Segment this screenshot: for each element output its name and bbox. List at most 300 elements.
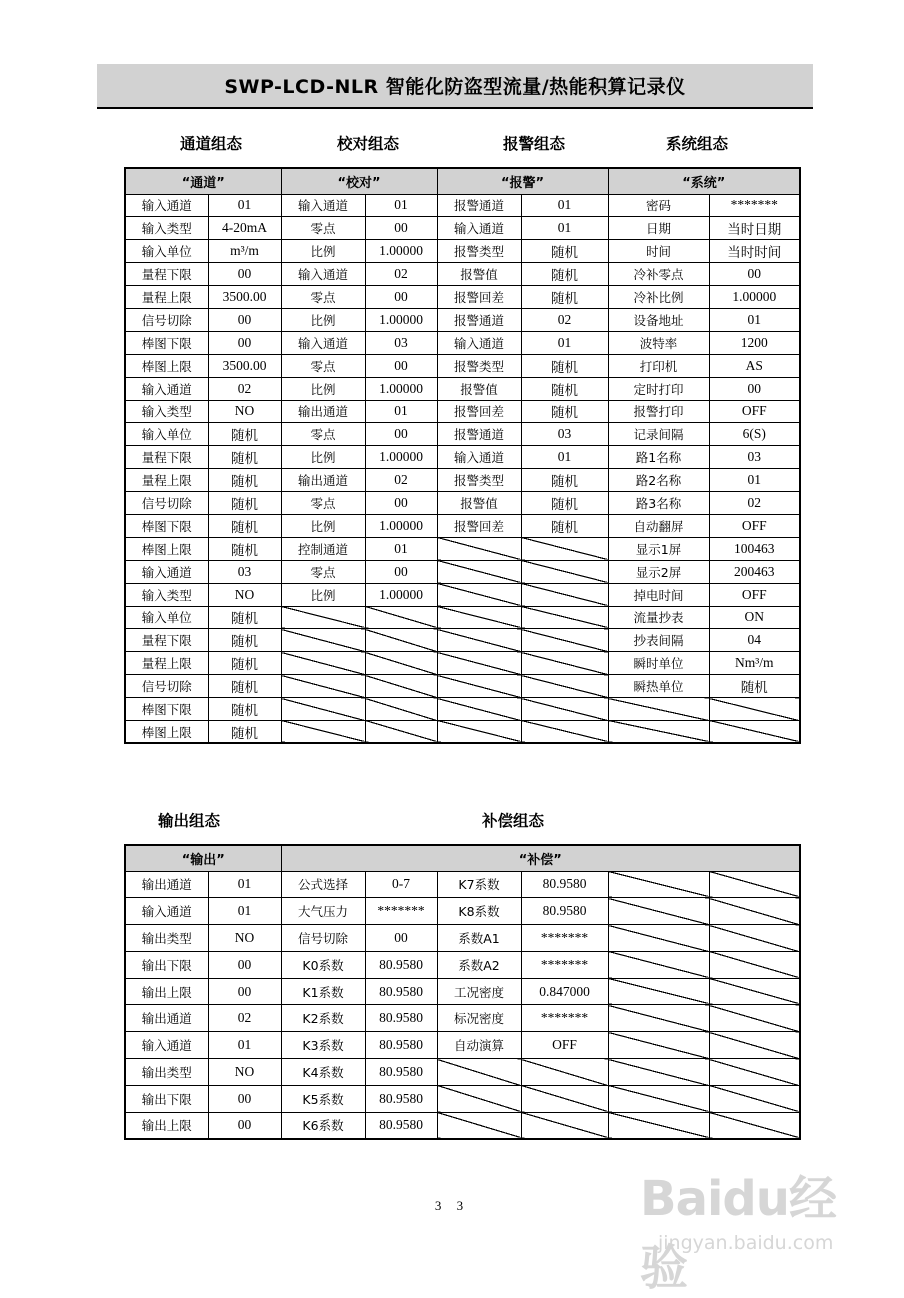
param-value: 00 — [208, 331, 281, 354]
param-value: 03 — [709, 446, 800, 469]
param-value: 02 — [521, 308, 608, 331]
param-value: 01 — [365, 194, 437, 217]
empty-slash-cell — [608, 871, 709, 898]
param-value: 01 — [521, 217, 608, 240]
table-row — [125, 194, 800, 217]
param-value: 随机 — [521, 469, 608, 492]
param-value: 03 — [365, 331, 437, 354]
param-value: 随机 — [208, 720, 281, 743]
param-value: 随机 — [208, 652, 281, 675]
param-label: 量程上限 — [125, 286, 208, 309]
param-label: 报警打印 — [608, 400, 709, 423]
param-value: 01 — [521, 446, 608, 469]
empty-slash-cell — [437, 583, 521, 606]
param-value: 80.9580 — [521, 871, 608, 898]
param-label: 棒图下限 — [125, 698, 208, 721]
param-label: 抄表间隔 — [608, 629, 709, 652]
param-label: 量程下限 — [125, 446, 208, 469]
table-row — [125, 898, 800, 925]
param-label: 输出通道 — [281, 400, 365, 423]
table-row — [125, 698, 800, 721]
param-label: 报警通道 — [437, 308, 521, 331]
empty-slash-cell — [521, 629, 608, 652]
param-value: 1.00000 — [365, 308, 437, 331]
param-value: 1.00000 — [365, 240, 437, 263]
watermark — [640, 1150, 880, 1296]
param-value: 00 — [709, 263, 800, 286]
table-row — [125, 629, 800, 652]
param-label: 比例 — [281, 446, 365, 469]
param-value: 02 — [709, 492, 800, 515]
param-value: 00 — [208, 978, 281, 1005]
param-label: 输入通道 — [437, 217, 521, 240]
param-label: 输出下限 — [125, 951, 208, 978]
table-row — [125, 1059, 800, 1086]
top-group-header: “报警” — [437, 168, 608, 194]
param-value: 00 — [208, 1085, 281, 1112]
param-value: 随机 — [208, 537, 281, 560]
bottom-header-row — [125, 845, 800, 871]
param-label: 波特率 — [608, 331, 709, 354]
bottom-group-header: “补偿” — [281, 845, 800, 871]
param-value: 3500.00 — [208, 354, 281, 377]
param-value: ******* — [365, 898, 437, 925]
table-row — [125, 286, 800, 309]
param-label: 输入通道 — [437, 446, 521, 469]
empty-slash-cell — [437, 720, 521, 743]
table-row — [125, 537, 800, 560]
param-label: 零点 — [281, 354, 365, 377]
param-value: 1.00000 — [365, 377, 437, 400]
param-label: K6系数 — [281, 1112, 365, 1139]
empty-slash-cell — [521, 1112, 608, 1139]
param-value: 当时日期 — [709, 217, 800, 240]
param-label: 报警值 — [437, 377, 521, 400]
param-value: 02 — [365, 263, 437, 286]
param-value: 80.9580 — [365, 1085, 437, 1112]
param-value: 200463 — [709, 560, 800, 583]
param-label: 输入通道 — [437, 331, 521, 354]
param-value: 随机 — [208, 446, 281, 469]
param-label: 公式选择 — [281, 871, 365, 898]
config-table-bottom — [124, 844, 801, 1140]
param-label: 工况密度 — [437, 978, 521, 1005]
empty-slash-cell — [437, 1112, 521, 1139]
param-value: 80.9580 — [365, 951, 437, 978]
param-label: 控制通道 — [281, 537, 365, 560]
param-value: 00 — [208, 308, 281, 331]
table-row — [125, 652, 800, 675]
param-value: 随机 — [208, 423, 281, 446]
param-value: 随机 — [208, 492, 281, 515]
empty-slash-cell — [281, 606, 365, 629]
param-label: 流量抄表 — [608, 606, 709, 629]
param-label: 零点 — [281, 286, 365, 309]
param-label: 报警回差 — [437, 400, 521, 423]
param-value: 随机 — [521, 240, 608, 263]
table-row — [125, 263, 800, 286]
param-label: 报警值 — [437, 492, 521, 515]
param-value: 随机 — [521, 286, 608, 309]
param-label: 输入通道 — [281, 194, 365, 217]
param-value: 3500.00 — [208, 286, 281, 309]
empty-slash-cell — [437, 560, 521, 583]
param-value: 01 — [365, 400, 437, 423]
empty-slash-cell — [709, 1032, 800, 1059]
param-label: 量程上限 — [125, 652, 208, 675]
param-value: 00 — [365, 217, 437, 240]
table-row — [125, 583, 800, 606]
table-row — [125, 675, 800, 698]
param-label: 路2名称 — [608, 469, 709, 492]
table-row — [125, 400, 800, 423]
empty-slash-cell — [608, 1085, 709, 1112]
param-value: 0-7 — [365, 871, 437, 898]
table-row — [125, 446, 800, 469]
param-label: K4系数 — [281, 1059, 365, 1086]
param-label: 输入通道 — [281, 263, 365, 286]
param-label: 报警通道 — [437, 423, 521, 446]
empty-slash-cell — [709, 1085, 800, 1112]
empty-slash-cell — [521, 720, 608, 743]
param-label: 输出上限 — [125, 978, 208, 1005]
param-label: 零点 — [281, 492, 365, 515]
param-label: 棒图上限 — [125, 537, 208, 560]
param-label: 零点 — [281, 423, 365, 446]
empty-slash-cell — [365, 675, 437, 698]
empty-slash-cell — [709, 951, 800, 978]
section-title-calibration: 校对组态 — [337, 135, 400, 153]
table-row — [125, 1085, 800, 1112]
table-row — [125, 240, 800, 263]
param-label: 系数A2 — [437, 951, 521, 978]
param-value: 01 — [521, 331, 608, 354]
param-value: 00 — [365, 423, 437, 446]
param-value: 01 — [521, 194, 608, 217]
table-row — [125, 1032, 800, 1059]
param-value: 80.9580 — [365, 978, 437, 1005]
param-value: 随机 — [208, 675, 281, 698]
param-label: 定时打印 — [608, 377, 709, 400]
param-value: 00 — [208, 1112, 281, 1139]
param-value: 随机 — [208, 469, 281, 492]
param-label: K8系数 — [437, 898, 521, 925]
param-value: 00 — [365, 286, 437, 309]
table-row — [125, 217, 800, 240]
empty-slash-cell — [608, 1112, 709, 1139]
param-label: 自动演算 — [437, 1032, 521, 1059]
empty-slash-cell — [608, 720, 709, 743]
param-value: 随机 — [521, 263, 608, 286]
param-label: 密码 — [608, 194, 709, 217]
param-value: 4-20mA — [208, 217, 281, 240]
empty-slash-cell — [365, 698, 437, 721]
param-label: 比例 — [281, 514, 365, 537]
empty-slash-cell — [709, 925, 800, 952]
param-value: 当时时间 — [709, 240, 800, 263]
param-value: 80.9580 — [365, 1112, 437, 1139]
param-label: 输出通道 — [125, 871, 208, 898]
param-label: 显示2屏 — [608, 560, 709, 583]
param-value: ******* — [521, 1005, 608, 1032]
param-value: 80.9580 — [521, 898, 608, 925]
param-label: 输入类型 — [125, 400, 208, 423]
param-label: 掉电时间 — [608, 583, 709, 606]
param-value: 随机 — [521, 377, 608, 400]
top-header-row — [125, 168, 800, 194]
param-label: 大气压力 — [281, 898, 365, 925]
empty-slash-cell — [437, 537, 521, 560]
param-label: 报警通道 — [437, 194, 521, 217]
param-label: 报警类型 — [437, 240, 521, 263]
param-value: OFF — [709, 583, 800, 606]
empty-slash-cell — [521, 1059, 608, 1086]
empty-slash-cell — [521, 537, 608, 560]
param-label: 时间 — [608, 240, 709, 263]
watermark-url: jingyan.baidu.com — [658, 1232, 834, 1254]
section-title-channel: 通道组态 — [180, 135, 243, 153]
empty-slash-cell — [709, 978, 800, 1005]
table-row — [125, 560, 800, 583]
param-label: 报警值 — [437, 263, 521, 286]
empty-slash-cell — [365, 652, 437, 675]
param-label: 量程上限 — [125, 469, 208, 492]
param-value: 1200 — [709, 331, 800, 354]
param-value: 随机 — [521, 400, 608, 423]
param-value: NO — [208, 1059, 281, 1086]
section-title-output: 输出组态 — [158, 812, 221, 830]
param-label: 输入通道 — [125, 194, 208, 217]
empty-slash-cell — [709, 1112, 800, 1139]
param-value: 随机 — [208, 629, 281, 652]
param-label: 输出通道 — [281, 469, 365, 492]
empty-slash-cell — [709, 1059, 800, 1086]
param-value: AS — [709, 354, 800, 377]
top-group-header: “系统” — [608, 168, 800, 194]
empty-slash-cell — [709, 898, 800, 925]
param-value: 02 — [208, 1005, 281, 1032]
param-label: 量程下限 — [125, 263, 208, 286]
empty-slash-cell — [709, 871, 800, 898]
empty-slash-cell — [365, 606, 437, 629]
param-label: 报警回差 — [437, 514, 521, 537]
empty-slash-cell — [608, 1059, 709, 1086]
param-label: 报警回差 — [437, 286, 521, 309]
param-label: 零点 — [281, 560, 365, 583]
table-row — [125, 492, 800, 515]
empty-slash-cell — [608, 698, 709, 721]
section-title-alarm: 报警组态 — [503, 135, 566, 153]
empty-slash-cell — [521, 606, 608, 629]
page-number: 3 3 — [434, 1198, 470, 1213]
empty-slash-cell — [521, 698, 608, 721]
param-value: 00 — [365, 560, 437, 583]
param-value: 03 — [208, 560, 281, 583]
param-label: K1系数 — [281, 978, 365, 1005]
table-row — [125, 469, 800, 492]
param-value: 6(S) — [709, 423, 800, 446]
param-label: K7系数 — [437, 871, 521, 898]
param-value: 随机 — [521, 492, 608, 515]
param-value: NO — [208, 583, 281, 606]
param-label: 棒图下限 — [125, 331, 208, 354]
param-label: 棒图上限 — [125, 354, 208, 377]
empty-slash-cell — [521, 560, 608, 583]
param-value: 00 — [709, 377, 800, 400]
param-value: 随机 — [208, 514, 281, 537]
param-value: OFF — [709, 400, 800, 423]
param-value: 02 — [365, 469, 437, 492]
param-label: 冷补比例 — [608, 286, 709, 309]
param-value: 01 — [709, 308, 800, 331]
empty-slash-cell — [365, 629, 437, 652]
table-row — [125, 925, 800, 952]
empty-slash-cell — [281, 629, 365, 652]
param-value: 03 — [521, 423, 608, 446]
param-value: 80.9580 — [365, 1059, 437, 1086]
empty-slash-cell — [437, 652, 521, 675]
table-row — [125, 871, 800, 898]
top-group-header: “通道” — [125, 168, 281, 194]
param-label: 瞬热单位 — [608, 675, 709, 698]
param-value: 1.00000 — [709, 286, 800, 309]
empty-slash-cell — [437, 606, 521, 629]
param-value: 1.00000 — [365, 583, 437, 606]
param-label: 输入单位 — [125, 423, 208, 446]
param-value: m³/m — [208, 240, 281, 263]
param-label: 路3名称 — [608, 492, 709, 515]
param-value: 随机 — [521, 354, 608, 377]
param-label: 输入通道 — [125, 1032, 208, 1059]
param-label: 显示1屏 — [608, 537, 709, 560]
table-row — [125, 1112, 800, 1139]
empty-slash-cell — [521, 652, 608, 675]
param-label: 比例 — [281, 240, 365, 263]
table-row — [125, 606, 800, 629]
top-group-header: “校对” — [281, 168, 437, 194]
empty-slash-cell — [608, 951, 709, 978]
param-value: ******* — [521, 925, 608, 952]
param-label: K3系数 — [281, 1032, 365, 1059]
param-label: 输入类型 — [125, 217, 208, 240]
empty-slash-cell — [608, 925, 709, 952]
section-title-system: 系统组态 — [666, 135, 729, 153]
param-label: 日期 — [608, 217, 709, 240]
param-value: 00 — [365, 492, 437, 515]
empty-slash-cell — [608, 898, 709, 925]
param-label: K2系数 — [281, 1005, 365, 1032]
baidu-paw-icon: Baidu经验 — [640, 1171, 836, 1296]
param-value: Nm³/m — [709, 652, 800, 675]
param-label: 标况密度 — [437, 1005, 521, 1032]
param-label: 输入类型 — [125, 583, 208, 606]
param-value: ON — [709, 606, 800, 629]
param-label: 输入通道 — [281, 331, 365, 354]
param-label: 信号切除 — [125, 675, 208, 698]
param-label: 记录间隔 — [608, 423, 709, 446]
param-value: 01 — [208, 1032, 281, 1059]
param-value: 00 — [365, 354, 437, 377]
empty-slash-cell — [709, 698, 800, 721]
param-value: 01 — [208, 898, 281, 925]
table-row — [125, 377, 800, 400]
param-label: 输入通道 — [125, 377, 208, 400]
param-value: 04 — [709, 629, 800, 652]
param-value: 01 — [208, 871, 281, 898]
table-row — [125, 720, 800, 743]
param-label: 瞬时单位 — [608, 652, 709, 675]
param-value: 随机 — [521, 514, 608, 537]
param-value: ******* — [709, 194, 800, 217]
param-label: 输出上限 — [125, 1112, 208, 1139]
param-value: OFF — [521, 1032, 608, 1059]
table-row — [125, 951, 800, 978]
param-value: 0.847000 — [521, 978, 608, 1005]
param-label: 输出下限 — [125, 1085, 208, 1112]
param-value: 01 — [709, 469, 800, 492]
empty-slash-cell — [437, 629, 521, 652]
param-label: 输出通道 — [125, 1005, 208, 1032]
param-value: OFF — [709, 514, 800, 537]
empty-slash-cell — [437, 675, 521, 698]
param-label: 棒图上限 — [125, 720, 208, 743]
param-label: 比例 — [281, 308, 365, 331]
param-label: 信号切除 — [125, 308, 208, 331]
empty-slash-cell — [608, 978, 709, 1005]
param-label: 信号切除 — [281, 925, 365, 952]
empty-slash-cell — [437, 698, 521, 721]
empty-slash-cell — [608, 1032, 709, 1059]
param-label: 输出类型 — [125, 1059, 208, 1086]
empty-slash-cell — [281, 698, 365, 721]
param-value: 1.00000 — [365, 514, 437, 537]
bottom-group-header: “输出” — [125, 845, 281, 871]
param-label: 输出类型 — [125, 925, 208, 952]
param-label: 比例 — [281, 377, 365, 400]
param-label: 输入单位 — [125, 240, 208, 263]
param-value: 00 — [208, 263, 281, 286]
param-value: 01 — [365, 537, 437, 560]
param-value: ******* — [521, 951, 608, 978]
empty-slash-cell — [437, 1059, 521, 1086]
param-value: 00 — [365, 925, 437, 952]
param-value: 随机 — [208, 606, 281, 629]
param-value: 00 — [208, 951, 281, 978]
param-value: 02 — [208, 377, 281, 400]
param-value: 随机 — [208, 698, 281, 721]
param-label: 输入通道 — [125, 560, 208, 583]
param-value: 随机 — [709, 675, 800, 698]
param-label: 路1名称 — [608, 446, 709, 469]
empty-slash-cell — [709, 1005, 800, 1032]
table-row — [125, 978, 800, 1005]
param-label: 信号切除 — [125, 492, 208, 515]
empty-slash-cell — [281, 720, 365, 743]
param-label: 比例 — [281, 583, 365, 606]
param-label: 设备地址 — [608, 308, 709, 331]
param-label: 冷补零点 — [608, 263, 709, 286]
empty-slash-cell — [281, 675, 365, 698]
param-value: 80.9580 — [365, 1005, 437, 1032]
empty-slash-cell — [521, 583, 608, 606]
param-value: 01 — [208, 194, 281, 217]
param-value: NO — [208, 925, 281, 952]
empty-slash-cell — [365, 720, 437, 743]
empty-slash-cell — [521, 1085, 608, 1112]
param-label: 量程下限 — [125, 629, 208, 652]
param-label: 输入单位 — [125, 606, 208, 629]
table-row — [125, 331, 800, 354]
